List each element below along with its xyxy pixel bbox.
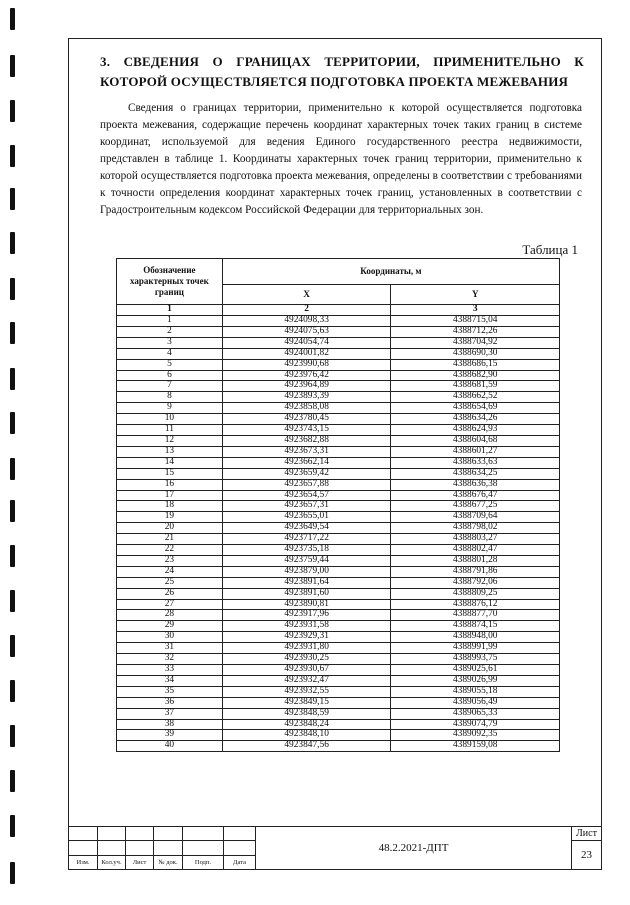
coord-y: 4388809,25 [391,588,560,599]
coord-y: 4388654,69 [391,403,560,414]
coord-y: 4388876,12 [391,599,560,610]
table-row [117,435,560,446]
document-code: 48.2.2021-ДПТ [256,827,572,870]
coord-x: 4923673,31 [222,446,391,457]
coord-x: 4923848,24 [222,719,391,730]
coord-x: 4923930,67 [222,665,391,676]
point-number: 13 [117,446,223,457]
heading-word: ТЕРРИТОРИИ, [324,54,420,69]
coord-x: 4924098,33 [222,316,391,327]
binding-mark [10,590,15,612]
coord-x: 4923890,81 [222,599,391,610]
point-number: 22 [117,545,223,556]
point-number: 6 [117,370,223,381]
binding-mark [10,770,15,792]
binding-mark [10,232,15,254]
coord-x: 4923929,31 [222,632,391,643]
coord-y: 4388634,25 [391,468,560,479]
point-number: 24 [117,566,223,577]
coord-y: 4388791,86 [391,566,560,577]
coord-x: 4923649,54 [222,523,391,534]
heading-number: 3. [100,54,111,69]
stamp-label-date: Дата [224,855,256,869]
coord-y: 4388802,47 [391,545,560,556]
coord-y: 4388604,68 [391,435,560,446]
coord-y: 4388662,52 [391,392,560,403]
table-row [117,566,560,577]
binding-mark [10,188,15,210]
coordinates-table [116,258,560,752]
binding-mark [10,815,15,837]
point-number: 14 [117,457,223,468]
point-number: 3 [117,337,223,348]
coord-y: 4388801,28 [391,555,560,566]
point-number: 9 [117,403,223,414]
stamp-label-doc-no: № док. [154,855,183,869]
table-row [117,675,560,686]
heading-line-1 [100,52,584,72]
coord-x: 4923976,42 [222,370,391,381]
table-row [117,697,560,708]
point-number: 40 [117,741,223,752]
table-row [117,730,560,741]
coord-y: 4388877,70 [391,610,560,621]
point-number: 10 [117,414,223,425]
coord-x: 4923780,45 [222,414,391,425]
coord-y: 4388948,00 [391,632,560,643]
coord-y: 4388677,25 [391,501,560,512]
table-row [117,425,560,436]
binding-mark [10,322,15,344]
binding-mark [10,862,15,884]
coord-x: 4923879,00 [222,566,391,577]
table-row [117,534,560,545]
point-number: 17 [117,490,223,501]
point-number: 26 [117,588,223,599]
coord-y: 4389055,18 [391,686,560,697]
header-point-designation: Обозначение характерных точек границ [117,259,223,305]
point-number: 12 [117,435,223,446]
coord-y: 4388636,38 [391,479,560,490]
section-heading [100,52,584,92]
coord-y: 4388792,06 [391,577,560,588]
coord-x: 4923930,25 [222,654,391,665]
table-row [117,348,560,359]
coord-y: 4389026,99 [391,675,560,686]
point-number: 29 [117,621,223,632]
table-row [117,741,560,752]
table-row [117,632,560,643]
coord-x: 4923964,89 [222,381,391,392]
coord-x: 4923735,18 [222,545,391,556]
binding-mark [10,412,15,434]
title-block [68,826,602,870]
point-number: 1 [117,316,223,327]
coord-x: 4923891,60 [222,588,391,599]
coord-y: 4388798,02 [391,523,560,534]
point-number: 35 [117,686,223,697]
stamp-label-count: Кол.уч. [98,855,126,869]
table-row [117,545,560,556]
table-row [117,337,560,348]
table-row [117,610,560,621]
point-number: 39 [117,730,223,741]
header-x: X [222,285,391,305]
coord-x: 4923931,58 [222,621,391,632]
coord-x: 4923848,10 [222,730,391,741]
coord-x: 4923990,68 [222,359,391,370]
coord-x: 4923847,56 [222,741,391,752]
binding-mark [10,500,15,522]
coord-x: 4923743,15 [222,425,391,436]
point-number: 20 [117,523,223,534]
table-row [117,512,560,523]
table-row [117,654,560,665]
table-row [117,446,560,457]
coord-x: 4923654,57 [222,490,391,501]
column-number: 1 [117,305,223,316]
point-number: 16 [117,479,223,490]
point-number: 27 [117,599,223,610]
coord-x: 4923849,15 [222,697,391,708]
coord-y: 4388681,59 [391,381,560,392]
stamp-label-signature: Подп. [183,855,224,869]
coord-x: 4923931,80 [222,643,391,654]
binding-mark [10,55,15,77]
point-number: 4 [117,348,223,359]
table-row [117,708,560,719]
table-row [117,588,560,599]
point-number: 2 [117,326,223,337]
coord-x: 4923891,64 [222,577,391,588]
coord-x: 4923848,59 [222,708,391,719]
table-row [117,326,560,337]
heading-word: О [212,54,223,69]
coord-y: 4388686,15 [391,359,560,370]
coord-x: 4923893,39 [222,392,391,403]
point-number: 23 [117,555,223,566]
point-number: 28 [117,610,223,621]
sheet-label: Лист [572,827,602,841]
coord-y: 4388874,15 [391,621,560,632]
table-row [117,479,560,490]
heading-word: СВЕДЕНИЯ [123,54,200,69]
body-paragraph: Сведения о границах территории, применительно к которой осуществляется подготовка проекта межевания, содержащие перечень координат характерных точек таких границ в системе координат, используемой для ведения Единого государственного реестра недвижимости, представлен в таблице 1. Координаты характерных точек границ территории, применительно к которой осуществляется подготовка проекта межевания, определены в соответствии с требованиями к точности определения координат характерных точек границ, установленных в соответствии с Градостроительным кодексом Российской Федерации для территориальных зон. [100,102,582,216]
column-number: 3 [391,305,560,316]
table-row [117,370,560,381]
coord-y: 4388690,30 [391,348,560,359]
coord-y: 4388712,26 [391,326,560,337]
coord-y: 4388803,27 [391,534,560,545]
point-number: 31 [117,643,223,654]
coord-x: 4923655,01 [222,512,391,523]
table-row [117,359,560,370]
coord-y: 4389056,49 [391,697,560,708]
table-row [117,719,560,730]
binding-mark [10,635,15,657]
point-number: 15 [117,468,223,479]
stamp-label-change: Изм. [69,855,98,869]
heading-word: ПРИМЕНИТЕЛЬНО [433,54,561,69]
coord-x: 4923932,47 [222,675,391,686]
header-coordinates: Координаты, м [222,259,559,285]
coord-y: 4388993,75 [391,654,560,665]
coord-x: 4923657,31 [222,501,391,512]
coord-x: 4923682,88 [222,435,391,446]
heading-word: К [574,54,584,69]
coord-y: 4389025,61 [391,665,560,676]
table-row [117,457,560,468]
binding-mark [10,458,15,480]
coord-x: 4923659,42 [222,468,391,479]
table-row [117,403,560,414]
table-row [117,621,560,632]
heading-word: ГРАНИЦАХ [236,54,311,69]
binding-mark [10,145,15,167]
coord-y: 4389074,79 [391,719,560,730]
coord-y: 4388624,93 [391,425,560,436]
point-number: 11 [117,425,223,436]
coord-x: 4923657,88 [222,479,391,490]
table-row [117,665,560,676]
coord-y: 4388676,47 [391,490,560,501]
table-row [117,643,560,654]
coord-y: 4388715,04 [391,316,560,327]
coord-x: 4924054,74 [222,337,391,348]
binding-mark [10,545,15,567]
table-caption: Таблица 1 [522,242,578,257]
coord-y: 4388601,27 [391,446,560,457]
point-number: 33 [117,665,223,676]
table-row [117,555,560,566]
coord-x: 4923932,55 [222,686,391,697]
binding-mark [10,8,15,30]
point-number: 36 [117,697,223,708]
table-row [117,523,560,534]
coord-y: 4388634,26 [391,414,560,425]
table-row [117,414,560,425]
table-row [117,599,560,610]
coord-y: 4389159,08 [391,741,560,752]
coord-x: 4923662,14 [222,457,391,468]
coord-y: 4388633,63 [391,457,560,468]
point-number: 8 [117,392,223,403]
binding-mark [10,368,15,390]
coord-x: 4923917,96 [222,610,391,621]
binding-mark [10,100,15,122]
header-y: Y [391,285,560,305]
point-number: 25 [117,577,223,588]
table-row [117,316,560,327]
point-number: 37 [117,708,223,719]
table-row [117,468,560,479]
coord-y: 4388704,92 [391,337,560,348]
binding-mark [10,725,15,747]
coord-y: 4388682,90 [391,370,560,381]
binding-mark [10,680,15,702]
stamp-label-sheet: Лист [126,855,154,869]
coord-x: 4923858,08 [222,403,391,414]
point-number: 18 [117,501,223,512]
sheet-number: 23 [572,841,602,870]
coord-x: 4923759,44 [222,555,391,566]
table-row [117,686,560,697]
column-number: 2 [222,305,391,316]
point-number: 7 [117,381,223,392]
point-number: 19 [117,512,223,523]
table-row [117,577,560,588]
coord-y: 4389065,33 [391,708,560,719]
point-number: 21 [117,534,223,545]
table-row [117,490,560,501]
coord-y: 4388709,64 [391,512,560,523]
table-row [117,501,560,512]
coord-y: 4389092,35 [391,730,560,741]
point-number: 5 [117,359,223,370]
table-row [117,392,560,403]
heading-line-2: КОТОРОЙ ОСУЩЕСТВЛЯЕТСЯ ПОДГОТОВКА ПРОЕКТА МЕЖЕВАНИЯ [100,74,569,89]
table-row [117,381,560,392]
point-number: 32 [117,654,223,665]
coord-y: 4388991,99 [391,643,560,654]
coord-x: 4923717,22 [222,534,391,545]
coord-x: 4924001,82 [222,348,391,359]
point-number: 34 [117,675,223,686]
point-number: 30 [117,632,223,643]
point-number: 38 [117,719,223,730]
binding-mark [10,278,15,300]
coord-x: 4924075,63 [222,326,391,337]
